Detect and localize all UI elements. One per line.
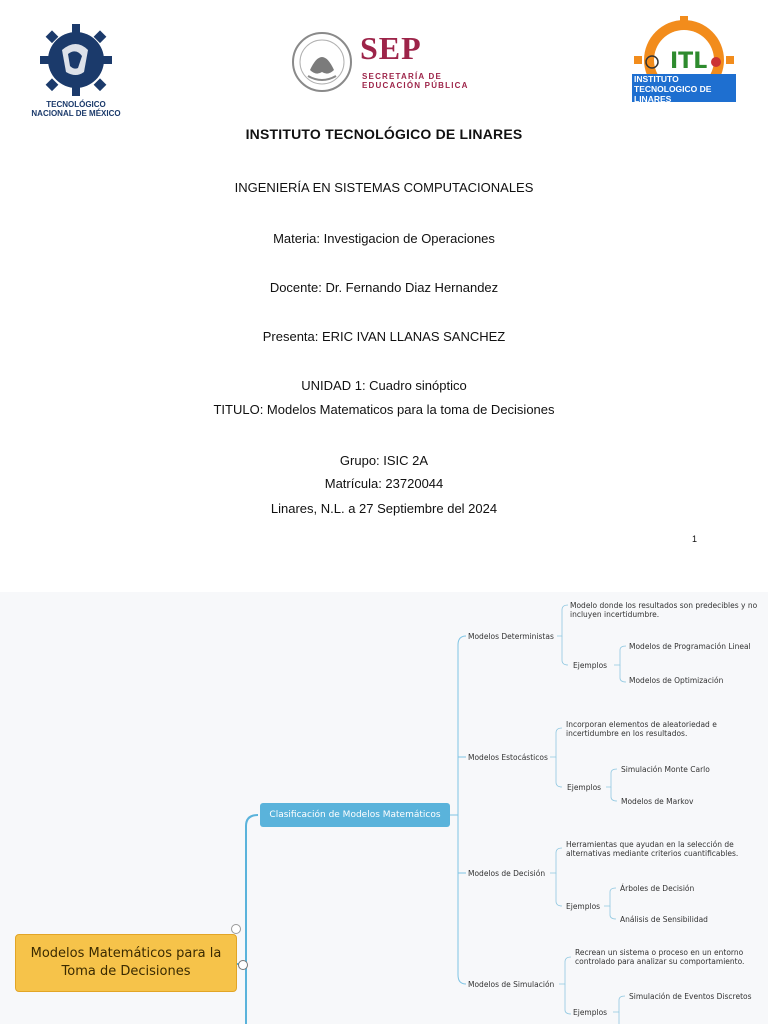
id-line: Matrícula: 23720044 [324, 476, 444, 491]
mindmap-root-node[interactable]: Modelos Matemáticos para la Toma de Decisiones [15, 934, 237, 992]
collapse-toggle[interactable] [238, 960, 248, 970]
model-node[interactable]: Modelos de Simulación [468, 980, 555, 989]
title-line: TITULO: Modelos Matematicos para la toma de Decisiones [213, 402, 555, 417]
example-item: Análisis de Sensibilidad [620, 915, 708, 924]
examples-label: Ejemplos [566, 902, 601, 911]
collapse-toggle[interactable] [231, 924, 241, 934]
example-item: Modelos de Markov [621, 797, 694, 806]
model-node[interactable]: Modelos Estocásticos [468, 753, 548, 762]
subject-line: Materia: Investigacion de Operaciones [273, 231, 495, 246]
unit-line: UNIDAD 1: Cuadro sinóptico [301, 378, 467, 393]
tecnm-gear-icon [20, 20, 132, 100]
example-item: Modelos de Optimización [629, 676, 724, 685]
tecnm-logo [20, 20, 132, 124]
model-node[interactable]: Modelos de Decisión [468, 869, 546, 878]
example-item: Simulación de Eventos Discretos [629, 992, 752, 1001]
career-name: INGENIERÍA EN SISTEMAS COMPUTACIONALES [234, 180, 534, 195]
model-description: Herramientas que ayudan en la selección de alternativas mediante criterios cuantificables. [566, 840, 739, 858]
itl-banner: INSTITUTO TECNOLOGICO DE LINARES [632, 74, 736, 102]
itl-letters: ITL [670, 49, 708, 74]
example-item: Simulación Monte Carlo [621, 765, 710, 774]
examples-label: Ejemplos [573, 661, 608, 670]
sep-subtitle: SECRETARÍA DE EDUCACIÓN PÚBLICA [362, 72, 469, 90]
example-item: Árboles de Decisión [620, 884, 695, 893]
model-node[interactable]: Modelos Deterministas [468, 632, 554, 641]
teacher-line: Docente: Dr. Fernando Diaz Hernandez [269, 280, 499, 295]
examples-label: Ejemplos [567, 783, 602, 792]
tecnm-logo-text: TECNOLÓGICO NACIONAL DE MÉXICO [31, 100, 121, 118]
itl-logo [628, 16, 740, 104]
example-item: Modelos de Programación Lineal [629, 642, 751, 651]
sep-logo [290, 30, 490, 94]
examples-label: Ejemplos [573, 1008, 608, 1017]
page-number: 1 [692, 534, 698, 544]
mexico-seal-icon [290, 30, 354, 94]
student-line: Presenta: ERIC IVAN LLANAS SANCHEZ [262, 329, 506, 344]
mindmap-branch-node[interactable]: Clasificación de Modelos Matemáticos [260, 803, 450, 827]
model-description: Incorporan elementos de aleatoriedad e incertidumbre en los resultados. [566, 720, 717, 738]
institution-name: INSTITUTO TECNOLÓGICO DE LINARES [245, 126, 523, 142]
model-description: Modelo donde los resultados son predecibles y no incluyen incertidumbre. [570, 601, 758, 619]
group-line: Grupo: ISIC 2A [339, 453, 429, 468]
sep-title: SEP [360, 30, 422, 66]
place-date-line: Linares, N.L. a 27 Septiembre del 2024 [270, 501, 498, 516]
model-description: Recrean un sistema o proceso en un entorno controlado para analizar su comportamiento. [575, 948, 745, 966]
